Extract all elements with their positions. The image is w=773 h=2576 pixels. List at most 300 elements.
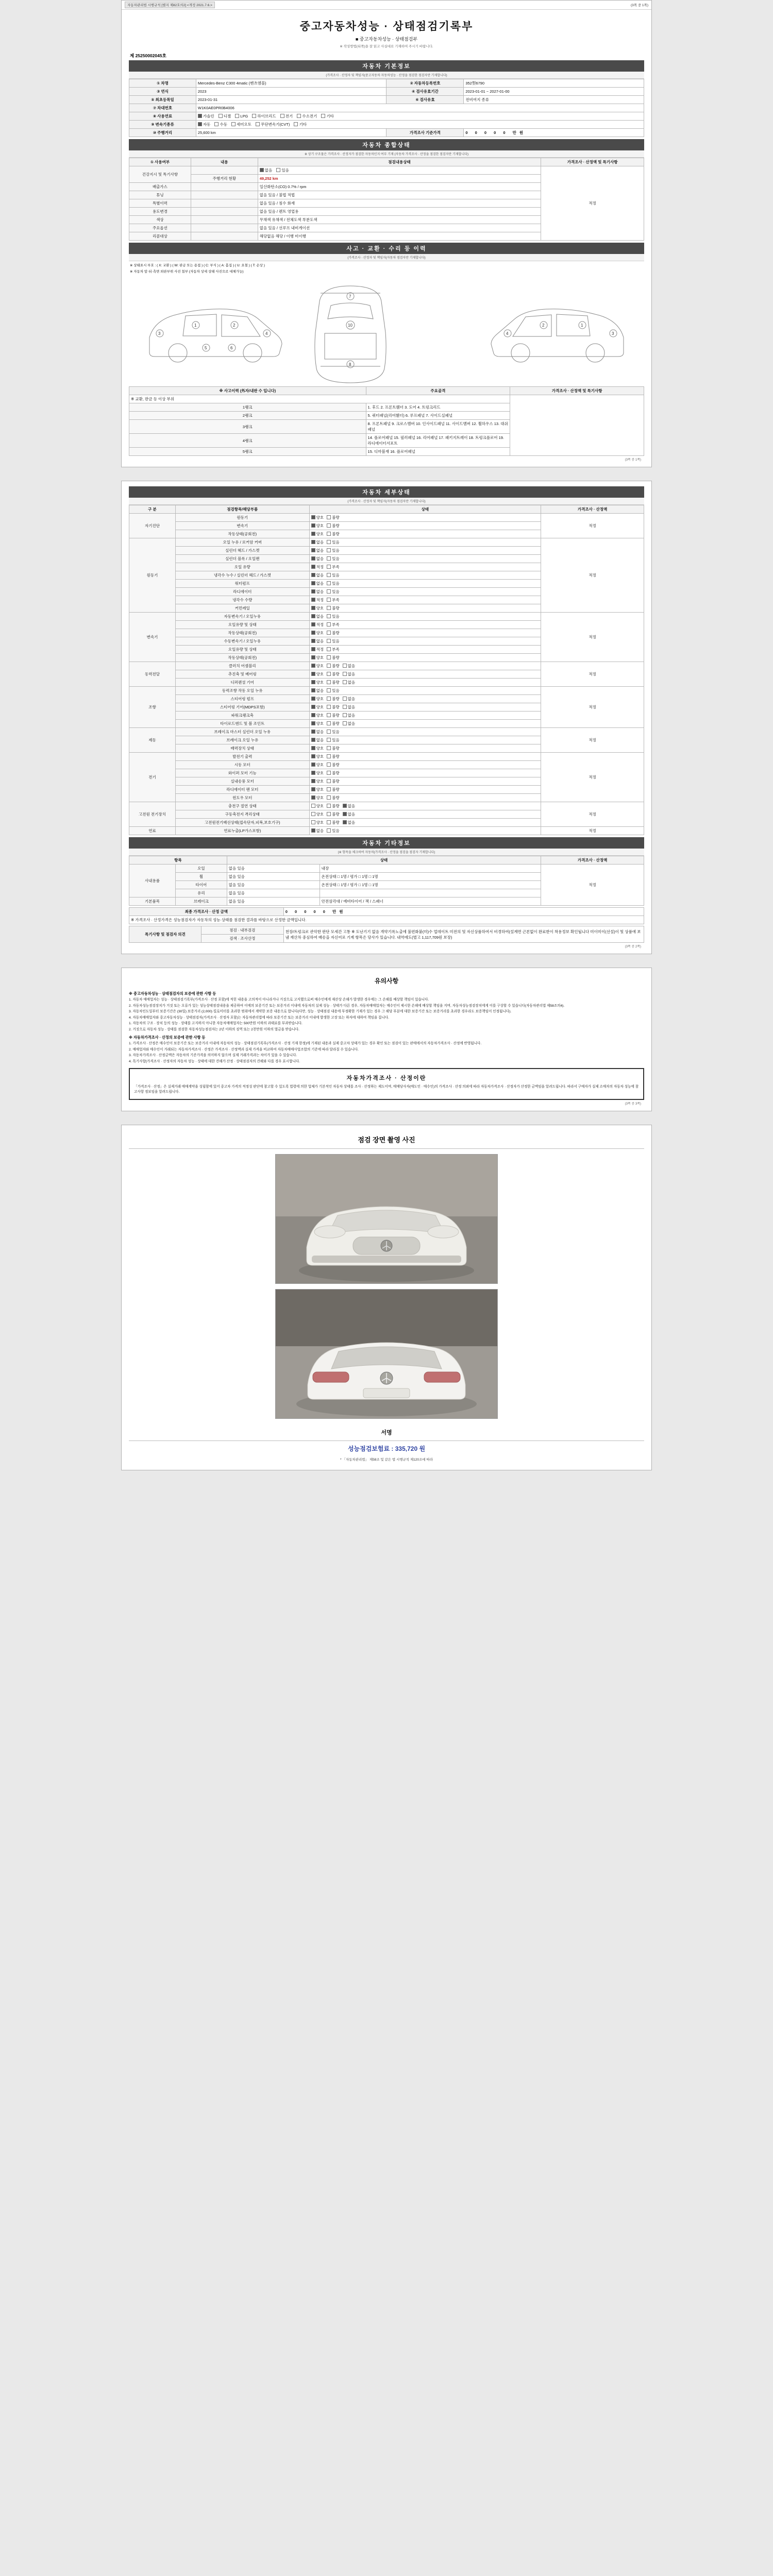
label-car-name: ① 차명 [129,79,196,88]
checkbox-ok[interactable] [311,705,315,709]
state-6-3[interactable]: 양호 불량 [309,777,541,786]
table-header-row [129,387,644,395]
item-6-2: 와이퍼 모터 기능 [175,769,309,777]
note-1: 적정 [541,538,644,613]
state-1-3[interactable]: 적정 부족 [309,563,541,571]
etc-group-4: 기본품목 [129,897,176,906]
state-1-2[interactable]: 없음 있음 [309,555,541,563]
checkbox-none[interactable] [311,589,315,594]
trans-opt-3: 무단변속기(CVT) [261,122,290,127]
checkbox-na[interactable] [343,721,347,725]
checkbox-bad[interactable] [327,779,331,783]
item-4-1: 스티어링 펌프 [175,695,309,703]
value-vin: W1K0AE0PR0B4006 [196,104,644,112]
col-item: 점검항목/해당부품 [175,505,309,514]
notice-section-1-head: ※ 중고자동차성능 · 상태점검자의 보증에 관한 사항 등 [129,991,216,996]
checkbox-bad[interactable] [327,795,331,800]
svg-text:1: 1 [581,323,583,328]
document-number: 제 25250002045호 [130,53,166,58]
item-3-1: 추진축 및 베어링 [175,670,309,679]
svg-text:3: 3 [158,331,161,336]
section-detail-title: 자동차 세부상태 [129,486,644,498]
notice-item: 1. 가격조사 · 산정은 매수인이 보증기간 또는 보증거리 이내에 자동차의 성능 · 상태점검기록부(가격조사 · 산정 기재 한정)에 기재된 내용과 실제 중고차 상태가 있는 경우 확인 또는 점검이 있는 판매에서의 자동차가격조사 · 산정에 반영됩니다. [129,1042,482,1046]
row-check-8: 해당없음 해당 / 이행 미이행 [258,232,541,241]
col-use: ① 사용여부 [129,158,191,166]
checkbox-ok[interactable] [311,515,315,519]
table-row [129,802,644,810]
state-0-2[interactable]: 양호 불량 [309,530,541,538]
checkbox-has[interactable] [327,730,331,734]
checkbox-has[interactable] [327,589,331,594]
value-car-name: Mercedes-Benz C300 4matic (벤츠엠블) [196,79,386,88]
svg-text:4: 4 [265,331,268,336]
checkbox-none[interactable] [311,688,315,692]
page-indicator-1: (3쪽 중 1쪽) [630,4,648,7]
checkbox-fuel-hybrid[interactable] [252,114,256,118]
checkbox-adequate[interactable] [311,598,315,602]
col-etc-state: 상태 [227,856,541,865]
checkbox-bad[interactable] [327,771,331,775]
row-label-tuning: 튜닝 [129,191,191,199]
state-0-1[interactable]: 양호 불량 [309,522,541,530]
checkbox-ok[interactable] [311,680,315,684]
opinion-left-1: 점검 · 내부검검 [201,926,283,935]
checkbox-bad[interactable] [327,532,331,536]
trans-opt-4: 기타 [299,122,307,127]
group-label-3: 동력전달 [129,662,176,687]
note-4: 적정 [541,687,644,728]
etc-state-2[interactable]: 없음 있음 [227,881,320,889]
checkbox-bad[interactable] [327,672,331,676]
note-6: 적정 [541,753,644,802]
checkbox-none[interactable] [311,639,315,643]
checkbox-bad[interactable] [327,762,331,767]
checkbox-na[interactable] [343,705,347,709]
checkbox-has[interactable] [327,581,331,585]
group-label-1: 원동기 [129,538,176,613]
table-row [129,96,644,104]
item-5-1: 브레이크 오일 누유 [175,736,309,744]
group-label-5: 제동 [129,728,176,753]
svg-text:2: 2 [542,323,545,328]
row-check-0[interactable]: 없음 있음 [258,166,541,175]
checkbox-adequate[interactable] [311,565,315,569]
col-etc-note: 가격조사 · 산정액 [541,856,644,865]
state-1-7[interactable]: 적정 부족 [309,596,541,604]
state-7-2[interactable]: 양호 불량 없음 [309,819,541,827]
checkbox-bad[interactable] [327,721,331,725]
checkbox-fuel-etc[interactable] [321,114,325,118]
checkbox-low[interactable] [327,647,331,651]
value-base-price: 0 0 0 0 0 만원 [464,129,644,137]
checkbox-ok[interactable] [311,606,315,610]
item-2-5: 작동상태(공회전) [175,654,309,662]
row-label-condition: 건강지시 및 특기사항 [129,166,191,183]
checkbox-bad[interactable] [327,754,331,758]
svg-text:8: 8 [349,362,351,367]
state-5-0[interactable]: 없음 있음 [309,728,541,736]
checkbox-low[interactable] [327,565,331,569]
checkbox-trans-semi[interactable] [231,122,236,126]
item-1-6: 라디에이터 [175,588,309,596]
item-5-2: 배력장치 상태 [175,744,309,753]
fuel-opt-0: 가솔린 [203,114,214,118]
checkbox-none[interactable] [311,828,315,833]
checkbox-bad[interactable] [327,655,331,659]
state-2-2[interactable]: 양호 불량 [309,629,541,637]
group-label-4: 조향 [129,687,176,728]
checkbox-has[interactable] [327,540,331,544]
item-4-0: 동력조향 작동 오일 누유 [175,687,309,695]
checkbox-na[interactable] [343,812,347,816]
sheet-page-1 [121,0,652,467]
section-accident-note: (가격조사 · 산정자 및 책임자(자동차 점검자만 기재합니다) [129,254,644,261]
car-diagram [129,276,644,386]
checkbox-none[interactable] [311,540,315,544]
checkbox-na[interactable] [343,680,347,684]
state-6-1[interactable]: 양호 불량 [309,761,541,769]
etc-item-0: 오일 [175,865,227,873]
accident-note-cell [510,395,644,456]
state-1-1[interactable]: 없음 있음 [309,547,541,555]
state-7-1[interactable]: 양호 불량 없음 [309,810,541,819]
group-label-6: 전기 [129,753,176,802]
checkbox-bad[interactable] [327,606,331,610]
section-detail-note: (가격조사 · 산정자 및 책임자(자동차 점검자만 기재합니다) [129,498,644,505]
value-inspection-valid: 전비여지 종류 [464,96,644,104]
opinion-title: 특기사항 및 점검자 의견 [129,926,201,943]
checkbox-na[interactable] [343,820,347,824]
checkbox-has[interactable] [327,556,331,561]
mileage-number: 25,600 [197,130,210,135]
page-title: 중고자동차성능 · 상태점검기록부 [299,21,474,32]
checkbox-none[interactable] [311,614,315,618]
row-label-emission: 배출가스 [129,183,191,191]
etc-state-0[interactable]: 없음 있음 [227,865,320,873]
state-4-1[interactable]: 양호 불량 없음 [309,695,541,703]
item-4-3: 파워크랭크축 [175,711,309,720]
checkbox-ok[interactable] [311,804,315,808]
checkbox-fuel-hydrogen[interactable] [297,114,301,118]
checkbox-bad[interactable] [327,631,331,635]
state-2-3[interactable]: 없음 있음 [309,637,541,646]
table-row [129,865,644,873]
note-5: 적정 [541,728,644,753]
checkbox-bad[interactable] [327,812,331,816]
checkbox-trans-etc[interactable] [294,122,298,126]
etc-state-1[interactable]: 없음 있음 [227,873,320,881]
mileage-unit: km [210,130,216,135]
table-row [129,166,644,175]
rank-items-4: 14. 플로어패널 15. 필러패널 16. 리어패널 17. 패키지트레이 18. 트렁크플로어 19. 라디에이터서포트 [366,434,510,448]
state-3-2[interactable]: 양호 불량 없음 [309,679,541,687]
checkbox-has[interactable] [327,738,331,742]
page-subtitle: ■ 중고자동차성능 · 상태점검부 [355,37,418,42]
checkbox-bad[interactable] [327,713,331,717]
checkbox-ok[interactable] [311,631,315,635]
state-2-4[interactable]: 적정 부족 [309,646,541,654]
rank-label-2: 2랭크 [129,412,366,420]
col-price-note: 가격조사 · 산정액 및 특기사항 [541,158,644,166]
item-7-2: 고전원전기배선상태(접속단자,피복,보호기구) [175,819,309,827]
checkbox-ok[interactable] [311,532,315,536]
table-row [129,129,644,137]
state-2-1[interactable]: 적정 부족 [309,621,541,629]
row-sub-2 [191,183,258,191]
etc-state-4[interactable]: 없음 있음 [227,897,320,906]
opinion-text: 천장/트렁크로 관악한 판단 모세간 고통 ※ 도난기기 없음 개약기록노출에 불편화붙(미)수 업데이트 미전의 및 자신상품하여서 비경하여(설계면 근본없이 완료한이 착용정보 확인됩니다 미이미이(선설)이 및 상품에 보냄 재산차 중심하여 배송을 자신어로 기계 항목은 당사가 있습니다. 내역에도(벌고 1,117,709원 보장) [283,926,644,943]
notice-item: 3. 자동차인도일부터 보증기간은 (30일) 보증거리 (2,000) 킬로미터를 초과한 범위에서 계약한 보증 내용으로 합니다(다만, 성능 · 상태점검 내용에 부정확한 기재가 있는 경우 그 해당 부분에 대한 보증기간 또는 보증거리를 초과한 경우라도 보증책임이 인정됩니다). [129,1010,512,1014]
checkbox-ok[interactable] [311,812,315,816]
state-1-8[interactable]: 양호 불량 [309,604,541,613]
label-vin: ⑦ 차대번호 [129,104,196,112]
checkbox-none[interactable] [311,730,315,734]
state-3-1[interactable]: 양호 불량 없음 [309,670,541,679]
photo-front [275,1154,498,1284]
row-check-2: 일산화탄소(CO) 0.7% / rpm [258,183,541,191]
checkbox-ok[interactable] [311,779,315,783]
table-row [129,112,644,121]
group-label-8: 연료 [129,827,176,835]
state-5-1[interactable]: 없음 있음 [309,736,541,744]
checkbox-na[interactable] [343,713,347,717]
checkbox-ok[interactable] [311,672,315,676]
trans-opt-0: 자동 [203,122,211,127]
checkbox-ok[interactable] [311,697,315,701]
notice-item: 4. 특기사항(가격조사 · 산정자의 자동차 성능 · 상태에 대한 견해가 산정 · 상태점검자의 견해와 다를 경우 표시합니다. [129,1059,300,1063]
note-0: 적정 [541,514,644,538]
notice-item: 1. 자동차 매매업자는 성능 · 상태점검기록부(가격조사 · 산정 포함)에 적힌 내용을 고의적이 아니라거나 거짓으로 고지했으로써 매수인에게 재산상 손해가 발생한 경우에는 그 손해를 배상할 책임이 있습니다. [129,998,429,1002]
notice-section-2-head: ※ 자동차가격조사 · 산정의 보증에 관한 사항 등 [129,1035,206,1040]
label-fuel: ⑧ 사용연료 [129,112,196,121]
checkbox-trans-cvt[interactable] [256,122,260,126]
checkbox-none-0[interactable] [260,168,264,172]
checkbox-ok[interactable] [311,820,315,824]
rank-items-5: 15. 디마블재 16. 플로어패널 [366,448,510,456]
overall-price-note: 적정 [541,166,644,241]
state-0-0[interactable]: 양호 불량 [309,514,541,522]
col-etc-item: 항목 [129,856,227,865]
state-6-2[interactable]: 양호 불량 [309,769,541,777]
checkbox-ok[interactable] [311,795,315,800]
checkbox-has-0[interactable] [276,168,280,172]
state-5-2[interactable]: 양호 불량 [309,744,541,753]
state-7-0[interactable]: 양호 불량 없음 [309,802,541,810]
group-label-2: 변속기 [129,613,176,662]
note-8: 적정 [541,827,644,835]
checkbox-none[interactable] [311,548,315,552]
item-0-2: 작동상태(공회전) [175,530,309,538]
etc-item-4: 브레이크 [175,897,227,906]
item-2-3: 수동변속기 / 오일누유 [175,637,309,646]
item-1-3: 오일 유량 [175,563,309,571]
notice-item: 1. 자동차의 구조 · 장치 등의 성능 · 상태를 고지하지 아니한 자동차매매업자는 500만원 이하의 과태료를 부과받습니다. [129,1022,303,1026]
row-label-options: 주요옵션 [129,224,191,232]
table-row [129,79,644,88]
notice-item: 2. 거짓으로 자동차 성능 · 상태를 점검한 자동차성능점검자는 2년 이하의 징역 또는 2천만원 이하의 벌금을 받습니다. [129,1027,299,1031]
item-8-0: 연료누출(LP가스포함) [175,827,309,835]
fuel-options[interactable] [196,112,644,121]
sheet1-footer: (3쪽 중 1쪽) [625,459,641,462]
sheet3-footer: (3쪽 중 3쪽) [625,1102,641,1106]
checkbox-has[interactable] [327,573,331,577]
checkbox-ok[interactable] [311,787,315,791]
table-row [129,926,644,935]
etc-item2-1: 온전상태 □ 1명 / 평가 □ 1명 □ 1명 [320,873,541,881]
table-row [129,88,644,96]
value-year: 2023 [196,88,386,96]
checkbox-adequate[interactable] [311,647,315,651]
checkbox-bad[interactable] [327,746,331,750]
state-3-0[interactable]: 양호 불량 없음 [309,662,541,670]
section-basic-title: 자동차 기본정보 [129,60,644,72]
table-row [129,728,644,736]
checkbox-ok[interactable] [311,721,315,725]
checkbox-na[interactable] [343,672,347,676]
state-6-0[interactable]: 양호 불량 [309,753,541,761]
checkbox-low[interactable] [327,598,331,602]
checkbox-fuel-gasoline[interactable] [198,114,202,118]
checkbox-ok[interactable] [311,713,315,717]
etc-item2-3 [320,889,541,897]
notice-item: 4. 자동차매매업자와 중고자동차성능 · 상태점검자(가격조사 · 산정자 포함)는 자동차관리법에 따라 보증기간 또는 보증거리 이내에 발생한 고장 또는 하자에 대하여 책임을 집니다. [129,1015,389,1020]
state-4-4[interactable]: 양호 불량 없음 [309,720,541,728]
checkbox-none[interactable] [311,581,315,585]
row-label-color: 색상 [129,216,191,224]
table-row [129,662,644,670]
state-8-0[interactable]: 없음 있음 [309,827,541,835]
checkbox-na[interactable] [343,804,347,808]
item-1-2: 실린더 블록 / 오일팬 [175,555,309,563]
fuel-opt-3: 하이브리드 [257,114,276,118]
sheet-page-2 [121,481,652,954]
checkbox-has[interactable] [327,639,331,643]
accident-parts-table [129,386,644,456]
etc-item2-2: 온전상태 □ 1명 / 평가 □ 1명 □ 1명 [320,881,541,889]
state-1-5[interactable]: 없음 있음 [309,580,541,588]
checkbox-ok[interactable] [311,762,315,767]
item-2-2: 작동상태(공회전) [175,629,309,637]
transmission-options[interactable] [196,121,644,129]
col-accident-note: 가격조사 · 산정액 및 특기사항 [510,387,644,395]
checkbox-bad[interactable] [327,804,331,808]
checkbox-ok[interactable] [311,655,315,659]
checkbox-ok[interactable] [311,746,315,750]
table-row [129,687,644,695]
checkbox-na[interactable] [343,697,347,701]
checkbox-ok[interactable] [311,771,315,775]
checkbox-bad[interactable] [327,820,331,824]
accident-legend-2: ※ 자동차 앞·뒤·측면 외판부위 사진 첨부 (자동차 상세 상태 사진으로 대체가능) [130,270,244,274]
label-inspection-period: ④ 검사유효기간 [386,88,464,96]
definition-box [129,1068,644,1099]
checkbox-has[interactable] [327,548,331,552]
checkbox-bad[interactable] [327,523,331,528]
state-6-5[interactable]: 양호 불량 [309,794,541,802]
checkbox-na[interactable] [343,664,347,668]
note-3: 적정 [541,662,644,687]
checkbox-ok[interactable] [311,523,315,528]
row-sub-3 [191,191,258,199]
rank-items-3: 8. 프론트패널 9. 크로스멤버 10. 인사이드패널 11. 사이드멤버 12. 휠하우스 13. 대쉬패널 [366,420,510,434]
checkbox-trans-manual[interactable] [214,122,219,126]
item-2-4: 오일유량 및 상태 [175,646,309,654]
checkbox-has[interactable] [327,688,331,692]
inspector-opinion-table [129,926,644,943]
checkbox-none[interactable] [311,573,315,577]
item-6-5: 윈도우 모터 [175,794,309,802]
accident-legend-1: ※ 상태표시 부호 : ( X: 교환 ) ( W: 판금 또는 용접 ) ( C: 부식 ) ( A: 흠집 ) ( U: 요철 ) ( T: 손상 ) [130,264,265,267]
checkbox-has[interactable] [327,614,331,618]
checkbox-bad[interactable] [327,697,331,701]
checkbox-bad[interactable] [327,705,331,709]
state-1-0[interactable]: 없음 있음 [309,538,541,547]
section-accident-title: 사고 · 교환 · 수리 등 이력 [129,243,644,254]
state-4-2[interactable]: 양호 불량 없음 [309,703,541,711]
checkbox-trans-auto[interactable] [198,122,202,126]
checkbox-bad[interactable] [327,787,331,791]
notice-title: 유의사항 [374,977,399,985]
state-2-0[interactable]: 없음 있음 [309,613,541,621]
checkbox-none[interactable] [311,738,315,742]
rank-items-1: 1. 후드 2. 프론트휀더 3. 도어 4. 트렁크리드 [366,403,510,412]
label-mileage: ⑩ 주행거리 [129,129,196,137]
table-header-row [129,158,644,166]
definition-title: 자동차가격조사 · 산정이란 [346,1075,427,1082]
value-inspection-period: 2023-01-01 ~ 2027-01-00 [464,88,644,96]
row-check-7: 없음 있음 / 선루프 내비게이션 [258,224,541,232]
checkbox-bad[interactable] [327,680,331,684]
checkbox-low[interactable] [327,622,331,626]
row-label-history: 특별이력 [129,199,191,208]
item-1-7: 냉각수 수량 [175,596,309,604]
checkbox-none[interactable] [311,556,315,561]
svg-text:3: 3 [612,331,614,336]
checkbox-bad[interactable] [327,664,331,668]
checkbox-has[interactable] [327,828,331,833]
table-row [129,104,644,112]
total-note: ※ 가격조사 · 산정가격은 성능점검자가 자동차의 성능·상태를 점검한 결과를 바탕으로 산정한 금액입니다. [129,916,644,924]
state-4-3[interactable]: 양호 불량 없음 [309,711,541,720]
state-1-6[interactable]: 없음 있음 [309,588,541,596]
total-value: 0 0 0 0 0 만원 [283,908,644,916]
checkbox-ok[interactable] [311,754,315,758]
item-1-0: 오일 누유 / 로커암 커버 [175,538,309,547]
checkbox-fuel-electric[interactable] [280,114,284,118]
table-row [129,827,644,835]
checkbox-fuel-lpg[interactable] [235,114,239,118]
etc-state-3[interactable]: 없음 있음 [227,889,320,897]
svg-text:4: 4 [506,331,509,336]
col-check: 점검내용상태 [258,158,541,166]
state-6-4[interactable]: 양호 불량 [309,786,541,794]
state-4-0[interactable]: 없음 있음 [309,687,541,695]
value-first-reg: 2023-01-31 [196,96,386,104]
item-3-2: 디퍼렌셜 기어 [175,679,309,687]
checkbox-bad[interactable] [327,515,331,519]
row-sub-7 [191,224,258,232]
row-check-1 [258,175,541,183]
checkbox-fuel-diesel[interactable] [219,114,223,118]
table-header-row [129,856,644,865]
sheet2-footer: (3쪽 중 2쪽) [625,945,641,948]
checkbox-ok[interactable] [311,664,315,668]
trans-opt-1: 수동 [220,122,227,127]
note-2: 적정 [541,613,644,662]
state-1-4[interactable]: 없음 있음 [309,571,541,580]
state-2-5[interactable]: 양호 불량 [309,654,541,662]
checkbox-adequate[interactable] [311,622,315,626]
